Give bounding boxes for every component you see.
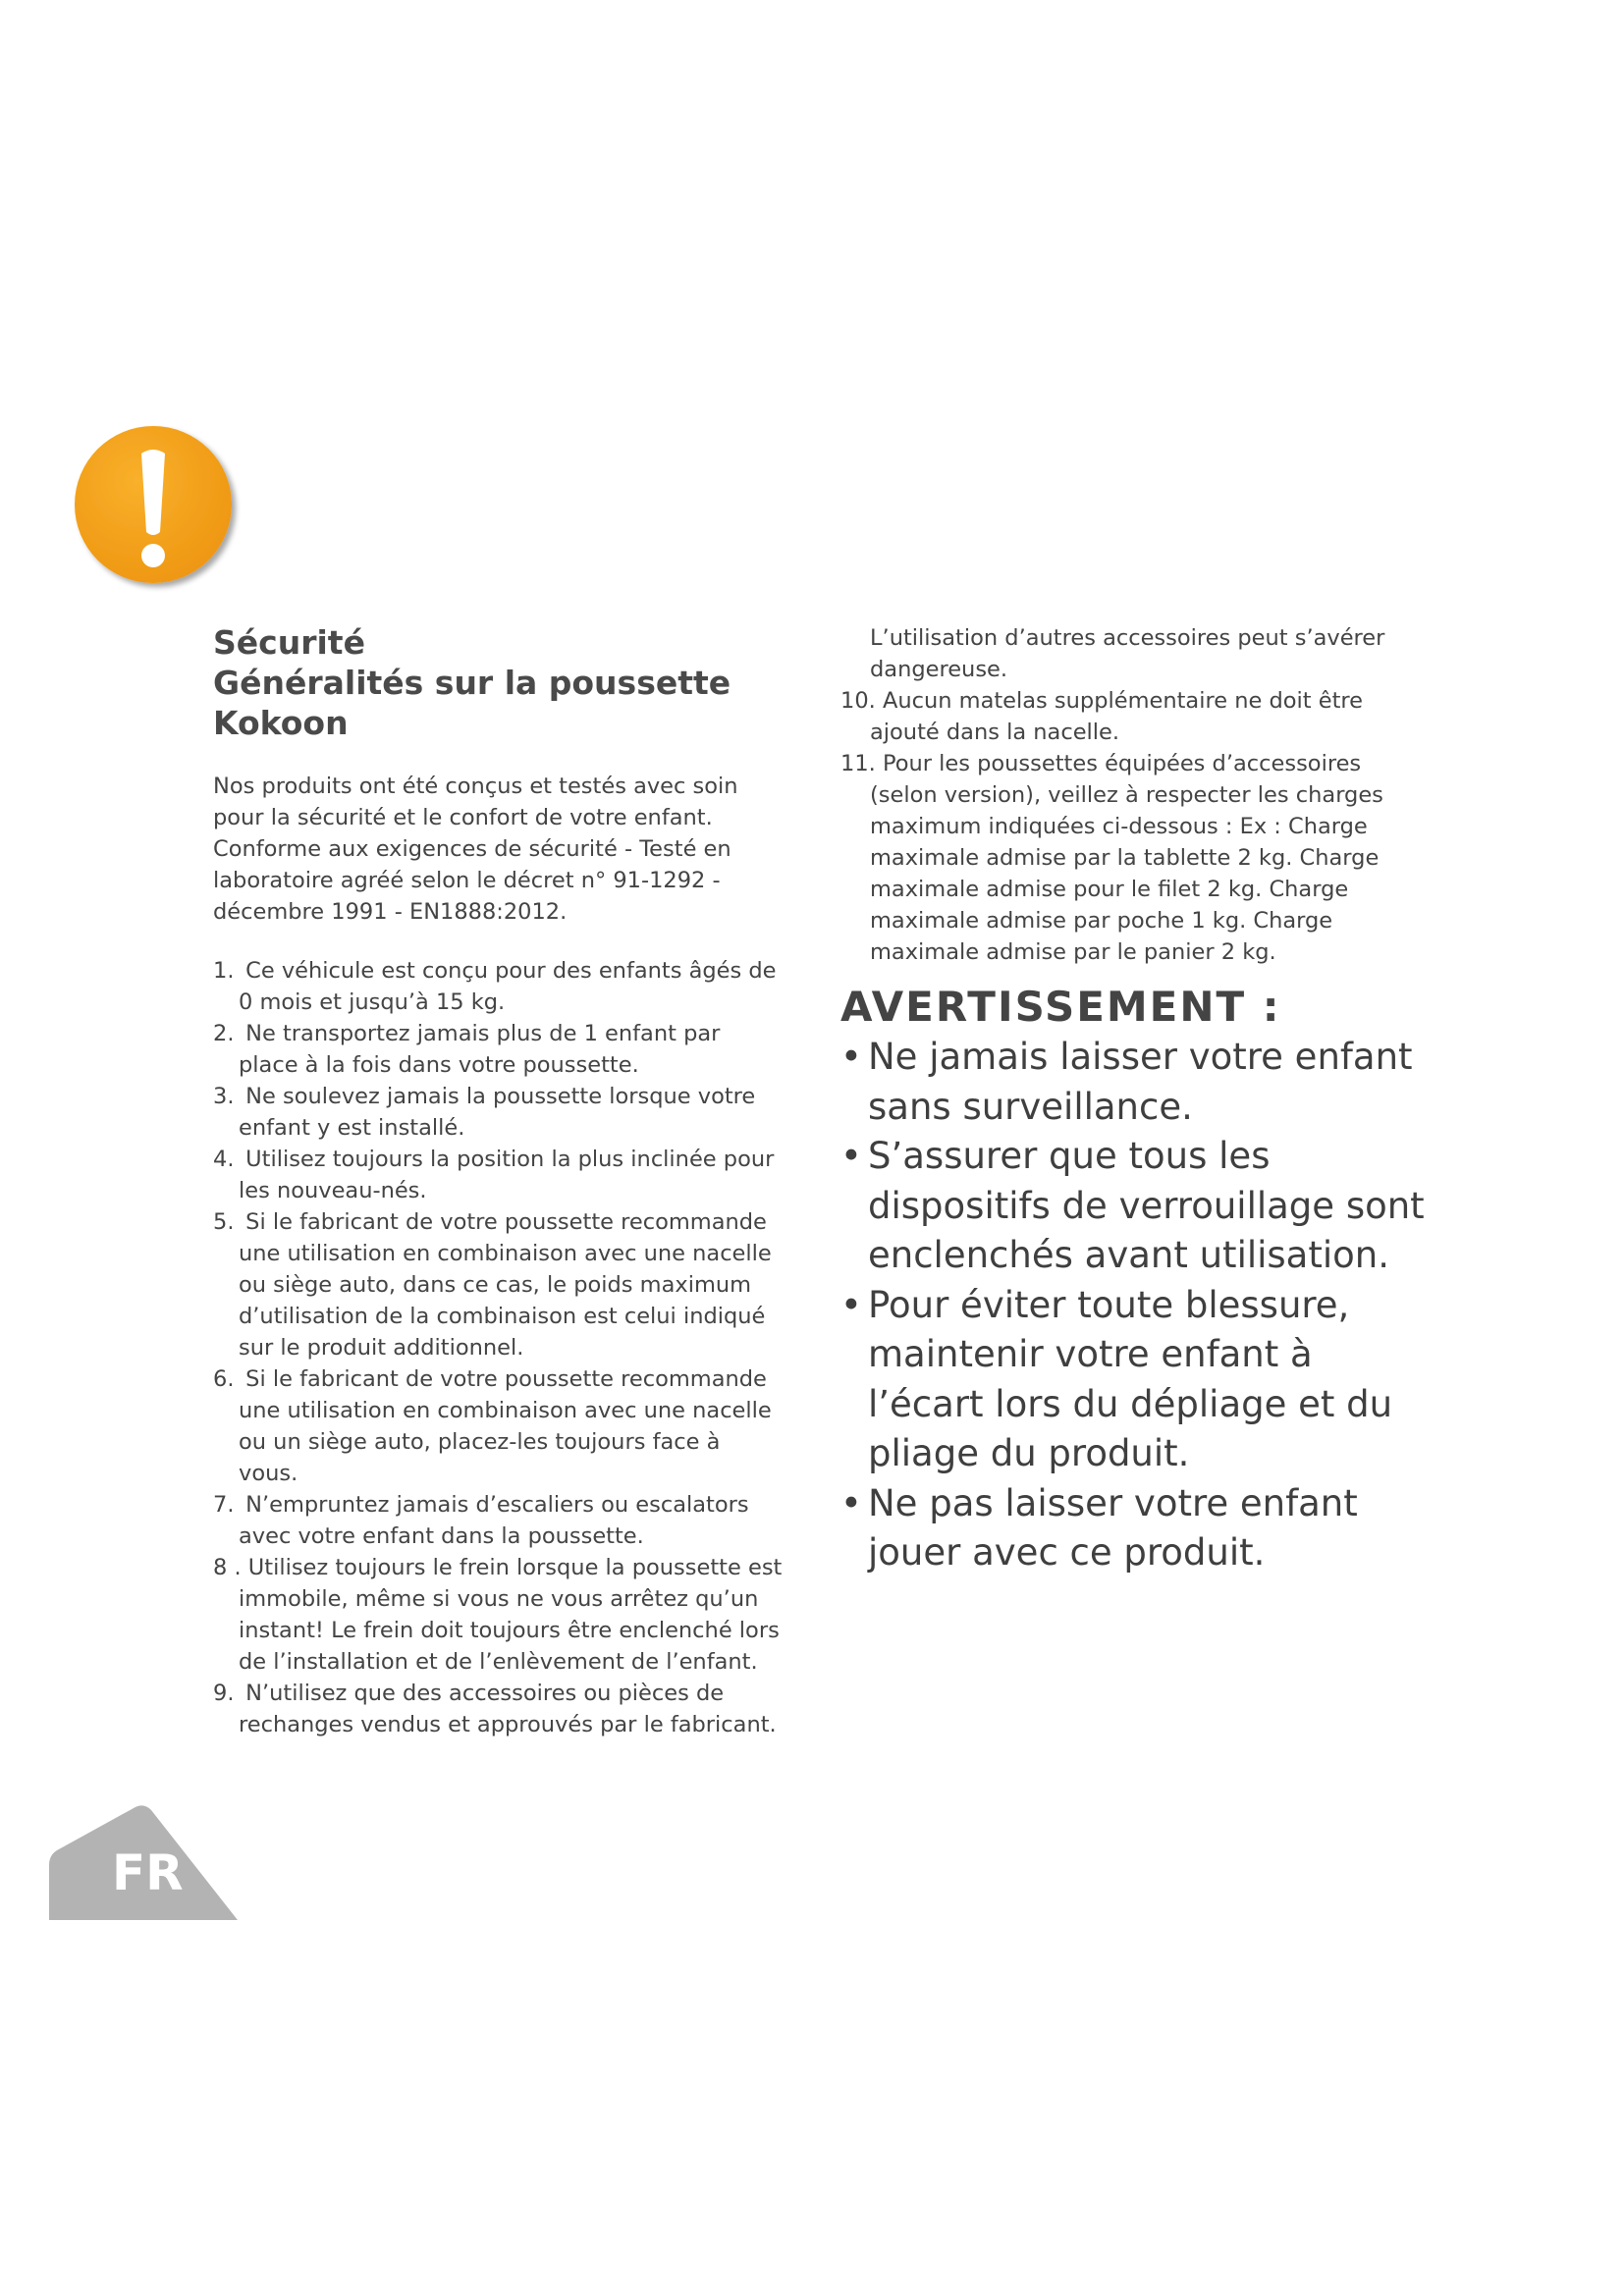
list-item [840,1479,1430,1578]
rule-number: 3. [213,1084,235,1109]
rule-number: 11. [840,751,876,776]
rule-text: Utilisez toujours la position la plus inclinée pour les nouveau-nés. [239,1147,775,1203]
heading-line: Kokoon [213,704,349,742]
rule-text: N’utilisez que des accessoires ou pièces de rechanges vendus et approuvés par le fabricant. [239,1681,777,1737]
rule-text: Ne soulevez jamais la poussette lorsque votre enfant y est installé. [239,1084,756,1141]
list-item [840,748,1430,968]
bullet-icon: • [840,1481,862,1524]
rule-number: 5. [213,1209,235,1235]
rule-number: 9. [213,1681,235,1706]
bullet-icon: • [840,1036,862,1078]
warning-text: S’assurer que tous les dispositifs de verrouillage sont enclenchés avant utilisation. [868,1135,1425,1276]
list-item [213,1206,783,1363]
rule-text: N’empruntez jamais d’escaliers ou escalators avec votre enfant dans la poussette. [239,1492,749,1549]
heading-line: Sécurité [213,623,365,662]
list-item [213,1081,783,1144]
rule-number: 6. [213,1366,235,1392]
rule-number: 7. [213,1492,235,1518]
warning-text: Pour éviter toute blessure, maintenir votre enfant à l’écart lors du dépliage et du pliage du produit. [868,1283,1393,1474]
rule-number: 1. [213,958,235,984]
rule-text: Si le fabricant de votre poussette recommande une utilisation en combinaison avec une nacelle ou siège auto, dans ce cas, le poids maximum d’utilisation de la combinaison est celui indiqué sur le produit additionnel. [239,1209,772,1361]
language-label: FR [112,1844,184,1901]
list-item [213,1144,783,1206]
rule-text: Aucun matelas supplémentaire ne doit être ajouté dans la nacelle. [870,688,1363,745]
rule-text: Pour les poussettes équipées d’accessoires (selon version), veillez à respecter les charges maximum indiquées ci-dessous : Ex : Charge maximale admise par la tablette 2 kg. Charge maximale admise pour le filet 2 kg. Charge maximale admise par poche 1 kg. Charge maximale admise par le panier 2 kg. [870,751,1383,965]
list-item [213,1363,783,1489]
list-item [213,1018,783,1081]
warning-title: AVERTISSEMENT : [840,983,1281,1031]
right-column [840,622,1430,1578]
section-heading [213,622,783,743]
rule-text: Ne transportez jamais plus de 1 enfant par place à la fois dans votre poussette. [239,1021,721,1078]
rule-number: 10. [840,688,876,714]
exclamation-icon [73,424,242,593]
rule-text: L’utilisation d’autres accessoires peut s’avérer dangereuse. [870,625,1385,682]
list-item [840,685,1430,748]
warning-text: Ne pas laisser votre enfant jouer avec ce produit. [868,1481,1358,1574]
warning-badge [73,424,242,593]
intro-paragraph: Nos produits ont été conçus et testés avec soin pour la sécurité et le confort de votre enfant. Conforme aux exigences de sécurité - Testé en laboratoire agréé selon le décret n° 91-1292 - décembre 1991 - EN1888:2012. [213,774,738,925]
bullet-icon: • [840,1283,862,1326]
list-item [213,1678,783,1740]
language-tab [49,1804,238,1920]
warning-text: Ne jamais laisser votre enfant sans surveillance. [868,1036,1413,1128]
list-item [213,1489,783,1552]
safety-rules-list [213,955,783,1740]
safety-rules-list-continued [840,622,1430,968]
heading-line: Généralités sur la poussette [213,664,731,702]
list-item [213,1552,783,1678]
left-column [213,622,783,1740]
bullet-icon: • [840,1135,862,1177]
rule-number: 4. [213,1147,235,1172]
list-item-continuation [840,622,1430,685]
warning-list [840,1033,1430,1578]
rule-number: 8 . [213,1555,242,1580]
list-item [213,955,783,1018]
list-item [840,1281,1430,1479]
rule-number: 2. [213,1021,235,1046]
rule-text: Ce véhicule est conçu pour des enfants âgés de 0 mois et jusqu’à 15 kg. [239,958,777,1015]
rule-text: Si le fabricant de votre poussette recommande une utilisation en combinaison avec une nacelle ou un siège auto, placez-les toujours face à vous. [239,1366,772,1486]
rule-text: Utilisez toujours le frein lorsque la poussette est immobile, même si vous ne vous arrêtez qu’un instant! Le frein doit toujours être enclenché lors de l’installation et de l’enlèvement de l’enfant. [239,1555,783,1675]
list-item [840,1132,1430,1281]
list-item [840,1033,1430,1132]
